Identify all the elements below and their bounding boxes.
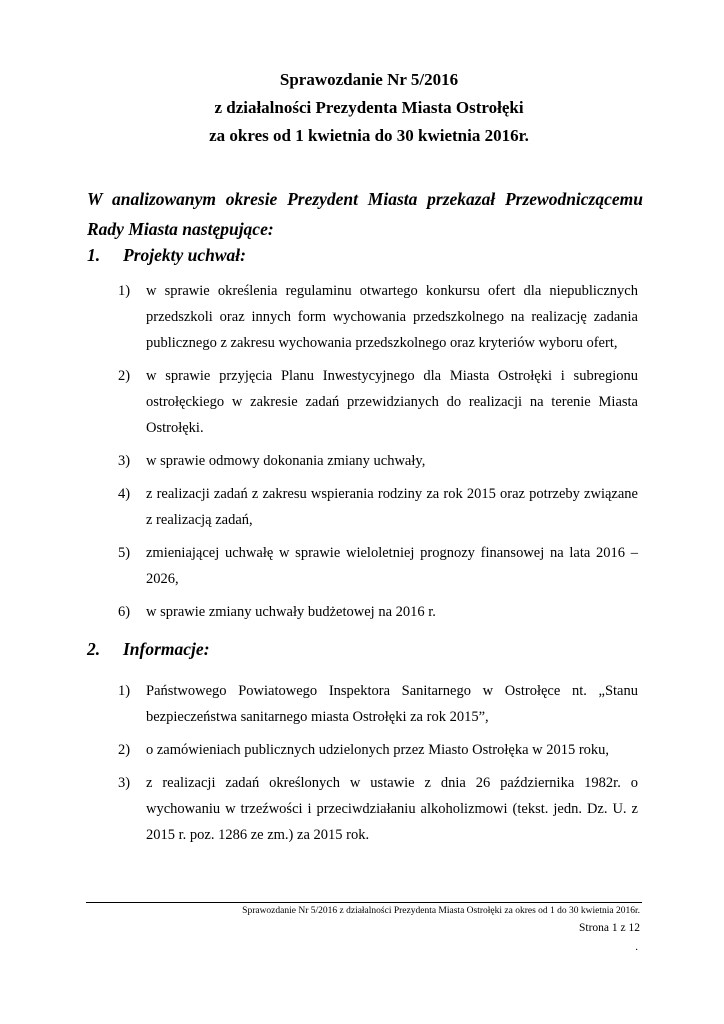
- list-marker: 6): [118, 604, 131, 620]
- list-item: [118, 540, 638, 592]
- section-2-list: [118, 678, 638, 855]
- list-item: [118, 481, 638, 533]
- list-marker: 1): [118, 683, 131, 699]
- footer-dot: .: [635, 941, 638, 953]
- list-item: [118, 363, 638, 441]
- list-item-text: z realizacji zadań określonych w ustawie z dnia 26 października 1982r. o wychowaniu w trzeźwości i przeciwdziałaniu alkoholizmowi (tekst. jedn. Dz. U. z 2015 r. poz. 1286 ze zm.) za 2015 rok.: [146, 775, 638, 843]
- list-item: [118, 448, 638, 474]
- list-item-text: o zamówieniach publicznych udzielonych przez Miasto Ostrołęka w 2015 roku,: [146, 742, 610, 758]
- section-number: 2.: [87, 639, 101, 659]
- list-marker: 2): [118, 742, 131, 758]
- page-number: Strona 1 z 12: [578, 922, 640, 934]
- section-number: 1.: [87, 245, 101, 265]
- list-item: [118, 278, 638, 356]
- list-item-text: zmieniającej uchwałę w sprawie wieloletniej prognozy finansowej na lata 2016 – 2026,: [146, 545, 638, 587]
- intro-paragraph: W analizowanym okresie Prezydent Miasta przekazał Przewodniczącemu Rady Miasta następujące:: [87, 189, 643, 239]
- title-line-3: za okres od 1 kwietnia do 30 kwietnia 2016r.: [209, 126, 529, 145]
- list-marker: 4): [118, 486, 131, 502]
- footer-divider: [86, 902, 642, 903]
- list-marker: 5): [118, 545, 131, 561]
- document-title: [0, 66, 724, 150]
- list-marker: 3): [118, 453, 131, 469]
- list-item: [118, 770, 638, 848]
- list-item-text: Państwowego Powiatowego Inspektora Sanitarnego w Ostrołęce nt. „Stanu bezpieczeństwa sanitarnego miasta Ostrołęki za rok 2015”,: [146, 683, 638, 725]
- footer-text: Sprawozdanie Nr 5/2016 z działalności Prezydenta Miasta Ostrołęki za okres od 1 do 30 kwietnia 2016r.: [242, 906, 640, 916]
- list-item-text: w sprawie określenia regulaminu otwartego konkursu ofert dla niepublicznych przedszkoli oraz innych form wychowania przedszkolnego na realizację zadania publicznego z zakresu wychowania przedszkolnego oraz kryteriów wyboru ofert,: [146, 283, 638, 351]
- list-item: [118, 599, 638, 625]
- section-heading-1: [87, 242, 246, 268]
- list-item-text: w sprawie przyjęcia Planu Inwestycyjnego dla Miasta Ostrołęki i subregionu ostrołęckiego w zakresie zadań przewidzianych do realizacji na terenie Miasta Ostrołęki.: [146, 368, 638, 436]
- list-marker: 1): [118, 283, 131, 299]
- section-1-list: [118, 278, 638, 632]
- list-item-text: w sprawie odmowy dokonania zmiany uchwały,: [146, 453, 426, 469]
- list-item: [118, 737, 638, 763]
- section-title: Projekty uchwał:: [123, 245, 246, 265]
- section-heading-2: [87, 636, 210, 662]
- list-item-text: w sprawie zmiany uchwały budżetowej na 2016 r.: [146, 604, 436, 620]
- list-item-text: z realizacji zadań z zakresu wspierania rodziny za rok 2015 oraz potrzeby związane z realizacją zadań,: [146, 486, 638, 528]
- list-marker: 2): [118, 368, 131, 384]
- list-marker: 3): [118, 775, 131, 791]
- section-title: Informacje:: [123, 639, 210, 659]
- title-line-1: Sprawozdanie Nr 5/2016: [279, 70, 459, 89]
- list-item: [118, 678, 638, 730]
- title-line-2: z działalności Prezydenta Miasta Ostrołęki: [214, 98, 524, 117]
